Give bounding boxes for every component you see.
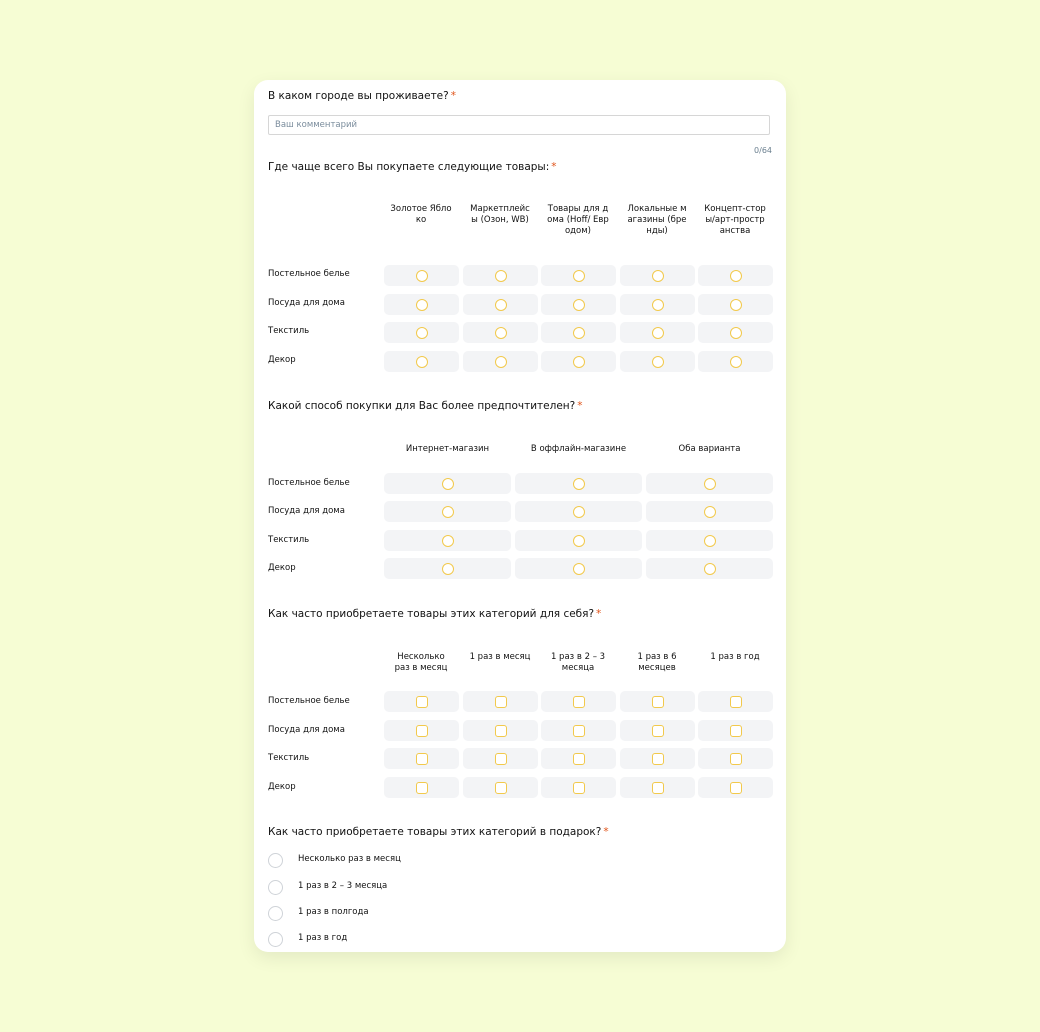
q4-grid-cell[interactable] xyxy=(620,691,695,712)
q2-grid-cell[interactable] xyxy=(463,351,538,372)
checkbox-icon[interactable] xyxy=(730,725,742,737)
radio-icon[interactable] xyxy=(652,270,664,282)
question-frequency-self-title: Как часто приобретаете товары этих категорий для себя? xyxy=(268,608,595,620)
q3-grid-cell[interactable] xyxy=(515,558,642,579)
q2-grid-cell[interactable] xyxy=(698,294,773,315)
q3-row-label: Декор xyxy=(268,563,296,573)
gift-option-label: Несколько раз в месяц xyxy=(298,854,401,864)
radio-icon[interactable] xyxy=(442,535,454,547)
q3-grid-cell[interactable] xyxy=(384,558,511,579)
radio-icon[interactable] xyxy=(573,506,585,518)
required-mark: * xyxy=(450,90,456,102)
question-frequency-self xyxy=(268,608,601,620)
q4-row-label: Посуда для дома xyxy=(268,725,345,735)
radio-icon[interactable] xyxy=(573,535,585,547)
q3-column-header: Оба варианта xyxy=(678,444,741,454)
radio-icon[interactable] xyxy=(268,906,283,921)
city-comment-input[interactable] xyxy=(268,115,770,135)
radio-icon[interactable] xyxy=(704,506,716,518)
checkbox-icon[interactable] xyxy=(495,782,507,794)
question-city-title: В каком городе вы проживаете? xyxy=(268,90,449,102)
q3-row-label: Постельное белье xyxy=(268,478,350,488)
question-where-buy xyxy=(268,161,557,173)
q4-column-header: 1 раз в год xyxy=(710,652,760,662)
q2-row-label: Постельное белье xyxy=(268,269,350,279)
q4-row-label: Текстиль xyxy=(268,753,310,763)
radio-icon[interactable] xyxy=(730,299,742,311)
radio-icon[interactable] xyxy=(416,270,428,282)
q3-row-label: Посуда для дома xyxy=(268,506,345,516)
required-mark: * xyxy=(577,400,583,412)
radio-icon[interactable] xyxy=(704,535,716,547)
radio-icon[interactable] xyxy=(573,478,585,490)
q4-column-header: 1 раз в 6 месяцев xyxy=(637,652,677,673)
survey-card xyxy=(254,80,786,952)
checkbox-icon[interactable] xyxy=(416,725,428,737)
checkbox-icon[interactable] xyxy=(652,696,664,708)
q2-column-header: Золотое Яблоко xyxy=(390,204,452,225)
radio-icon[interactable] xyxy=(573,270,585,282)
checkbox-icon[interactable] xyxy=(652,725,664,737)
gift-option-label: 1 раз в полгода xyxy=(298,907,369,917)
q4-grid-cell[interactable] xyxy=(698,748,773,769)
q2-grid-cell[interactable] xyxy=(541,265,616,286)
q3-grid-cell[interactable] xyxy=(515,530,642,551)
q2-grid-cell[interactable] xyxy=(620,294,695,315)
q2-grid-cell[interactable] xyxy=(620,322,695,343)
q2-column-header: Товары для дома (Hoff/ Евродом) xyxy=(547,204,609,236)
radio-icon[interactable] xyxy=(268,932,283,947)
q4-grid-cell[interactable] xyxy=(463,720,538,741)
q2-row-label: Текстиль xyxy=(268,326,310,336)
radio-icon[interactable] xyxy=(704,478,716,490)
checkbox-icon[interactable] xyxy=(495,725,507,737)
checkbox-icon[interactable] xyxy=(573,753,585,765)
checkbox-icon[interactable] xyxy=(730,753,742,765)
q2-grid-cell[interactable] xyxy=(620,265,695,286)
radio-icon[interactable] xyxy=(495,356,507,368)
radio-icon[interactable] xyxy=(573,299,585,311)
radio-icon[interactable] xyxy=(416,356,428,368)
q3-grid-cell[interactable] xyxy=(646,473,773,494)
radio-icon[interactable] xyxy=(495,327,507,339)
radio-icon[interactable] xyxy=(268,853,283,868)
q2-grid-cell[interactable] xyxy=(698,265,773,286)
q3-column-header: В оффлайн-магазине xyxy=(530,444,627,454)
required-mark: * xyxy=(551,161,557,173)
radio-icon[interactable] xyxy=(730,327,742,339)
q2-grid-cell[interactable] xyxy=(384,351,459,372)
radio-icon[interactable] xyxy=(442,563,454,575)
q2-column-header: Концепт-сторы/арт-пространства xyxy=(704,204,766,236)
radio-icon[interactable] xyxy=(573,327,585,339)
q4-column-header: 1 раз в 2 – 3 месяца xyxy=(550,652,606,673)
question-buy-method-title: Какой способ покупки для Вас более предпочтителен? xyxy=(268,400,576,412)
q3-grid-cell[interactable] xyxy=(515,473,642,494)
q2-grid-cell[interactable] xyxy=(384,322,459,343)
q2-grid-cell[interactable] xyxy=(698,322,773,343)
radio-icon[interactable] xyxy=(652,327,664,339)
checkbox-icon[interactable] xyxy=(573,782,585,794)
radio-icon[interactable] xyxy=(652,299,664,311)
q4-grid-cell[interactable] xyxy=(620,777,695,798)
q2-grid-cell[interactable] xyxy=(698,351,773,372)
radio-icon[interactable] xyxy=(495,299,507,311)
gift-option-label: 1 раз в год xyxy=(298,933,348,943)
required-mark: * xyxy=(596,608,602,620)
q4-grid-cell[interactable] xyxy=(463,691,538,712)
radio-icon[interactable] xyxy=(416,299,428,311)
radio-icon[interactable] xyxy=(652,356,664,368)
checkbox-icon[interactable] xyxy=(652,753,664,765)
gift-option-label: 1 раз в 2 – 3 месяца xyxy=(298,881,388,891)
radio-icon[interactable] xyxy=(573,563,585,575)
checkbox-icon[interactable] xyxy=(652,782,664,794)
q4-column-header: Несколько раз в месяц xyxy=(394,652,448,673)
q4-grid-cell[interactable] xyxy=(541,777,616,798)
radio-icon[interactable] xyxy=(416,327,428,339)
q3-grid-cell[interactable] xyxy=(646,530,773,551)
q3-grid-cell[interactable] xyxy=(384,473,511,494)
q4-grid-cell[interactable] xyxy=(541,691,616,712)
q2-grid-cell[interactable] xyxy=(463,294,538,315)
q2-grid-cell[interactable] xyxy=(620,351,695,372)
question-frequency-gift xyxy=(268,826,609,838)
q3-column-header: Интернет-магазин xyxy=(405,444,490,454)
q4-grid-cell[interactable] xyxy=(384,777,459,798)
radio-icon[interactable] xyxy=(442,506,454,518)
q4-column-header: 1 раз в месяц xyxy=(469,652,531,662)
checkbox-icon[interactable] xyxy=(416,782,428,794)
checkbox-icon[interactable] xyxy=(416,696,428,708)
question-city xyxy=(268,90,456,102)
q4-grid-cell[interactable] xyxy=(698,777,773,798)
checkbox-icon[interactable] xyxy=(495,696,507,708)
radio-icon[interactable] xyxy=(268,880,283,895)
radio-icon[interactable] xyxy=(730,270,742,282)
q4-grid-cell[interactable] xyxy=(384,720,459,741)
q4-row-label: Постельное белье xyxy=(268,696,350,706)
question-frequency-gift-title: Как часто приобретаете товары этих категорий в подарок? xyxy=(268,826,602,838)
q4-grid-cell[interactable] xyxy=(463,748,538,769)
checkbox-icon[interactable] xyxy=(416,753,428,765)
checkbox-icon[interactable] xyxy=(495,753,507,765)
char-counter: 0/64 xyxy=(754,146,772,155)
q3-grid-cell[interactable] xyxy=(384,501,511,522)
required-mark: * xyxy=(603,826,609,838)
checkbox-icon[interactable] xyxy=(573,696,585,708)
q3-grid-cell[interactable] xyxy=(646,558,773,579)
q2-column-header: Маркетплейсы (Озон, WB) xyxy=(470,204,530,225)
question-where-buy-title: Где чаще всего Вы покупаете следующие товары: xyxy=(268,161,550,173)
q2-grid-cell[interactable] xyxy=(541,322,616,343)
q4-grid-cell[interactable] xyxy=(541,748,616,769)
q3-grid-cell[interactable] xyxy=(646,501,773,522)
checkbox-icon[interactable] xyxy=(730,696,742,708)
question-buy-method xyxy=(268,400,582,412)
q4-grid-cell[interactable] xyxy=(384,691,459,712)
q4-grid-cell[interactable] xyxy=(463,777,538,798)
radio-icon[interactable] xyxy=(730,356,742,368)
q2-grid-cell[interactable] xyxy=(384,265,459,286)
q2-grid-cell[interactable] xyxy=(541,351,616,372)
checkbox-icon[interactable] xyxy=(730,782,742,794)
radio-icon[interactable] xyxy=(442,478,454,490)
radio-icon[interactable] xyxy=(495,270,507,282)
q3-grid-cell[interactable] xyxy=(515,501,642,522)
q4-grid-cell[interactable] xyxy=(620,748,695,769)
q4-grid-cell[interactable] xyxy=(541,720,616,741)
radio-icon[interactable] xyxy=(573,356,585,368)
q3-row-label: Текстиль xyxy=(268,535,310,545)
q2-grid-cell[interactable] xyxy=(384,294,459,315)
q2-grid-cell[interactable] xyxy=(463,322,538,343)
q4-grid-cell[interactable] xyxy=(698,720,773,741)
q4-grid-cell[interactable] xyxy=(384,748,459,769)
q4-row-label: Декор xyxy=(268,782,296,792)
q3-grid-cell[interactable] xyxy=(384,530,511,551)
radio-icon[interactable] xyxy=(704,563,716,575)
q4-grid-cell[interactable] xyxy=(620,720,695,741)
checkbox-icon[interactable] xyxy=(573,725,585,737)
q2-column-header: Локальные магазины (бренды) xyxy=(627,204,687,236)
q2-grid-cell[interactable] xyxy=(463,265,538,286)
q4-grid-cell[interactable] xyxy=(698,691,773,712)
q2-row-label: Декор xyxy=(268,355,296,365)
q2-row-label: Посуда для дома xyxy=(268,298,345,308)
q2-grid-cell[interactable] xyxy=(541,294,616,315)
